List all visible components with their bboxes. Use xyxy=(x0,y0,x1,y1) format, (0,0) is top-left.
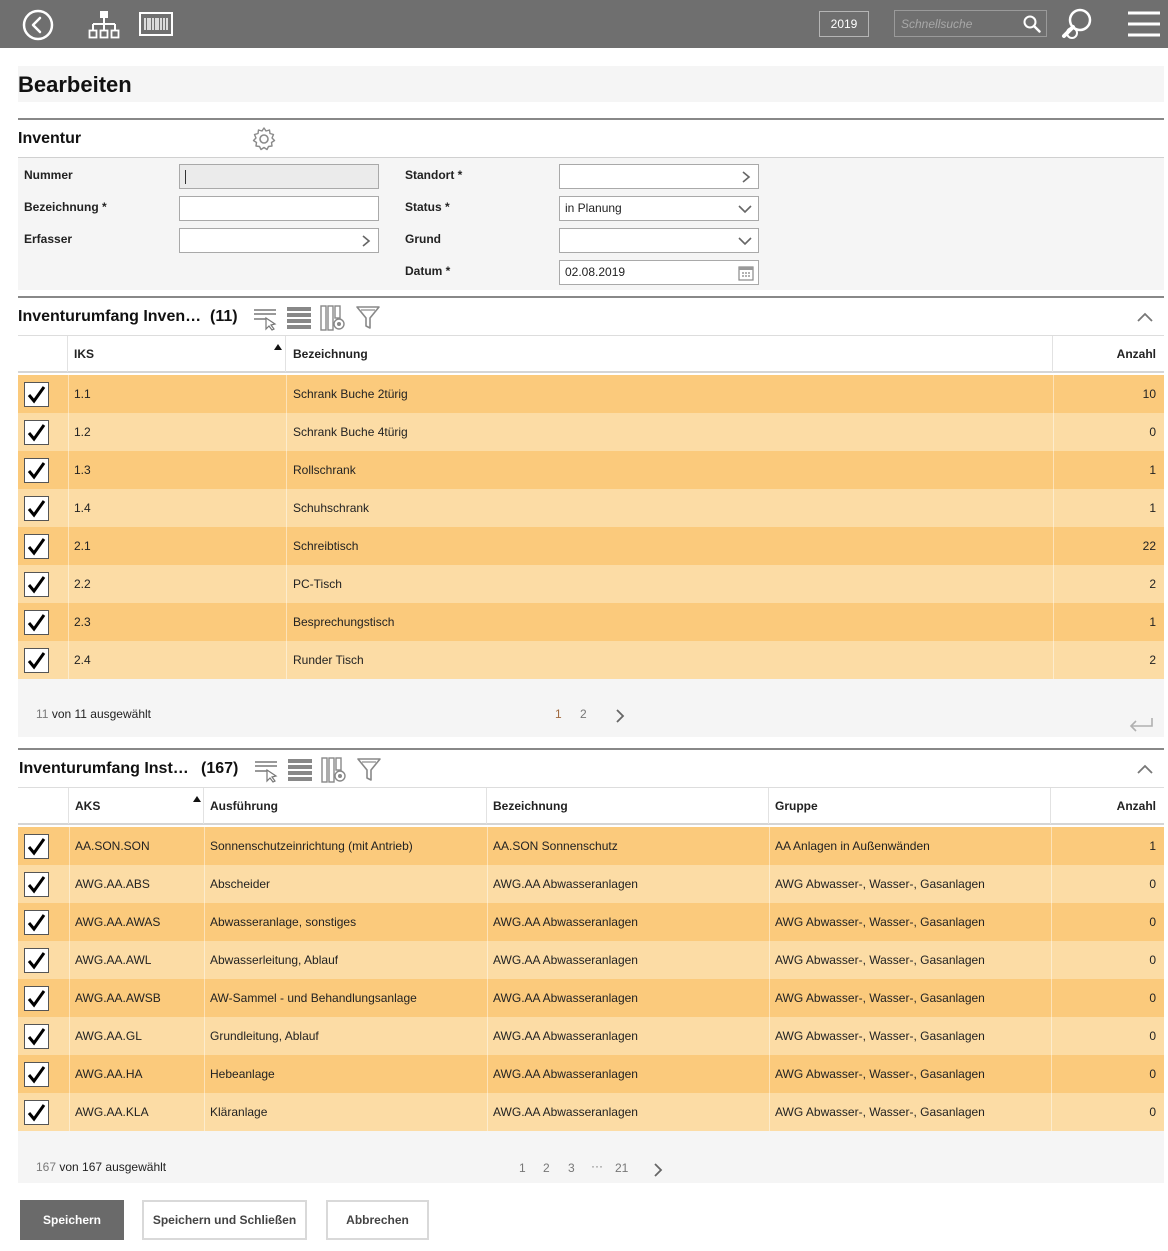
row-checkbox[interactable] xyxy=(24,382,49,407)
cell-bezeichnung: Schrank Buche 4türig xyxy=(293,425,408,439)
checkmark-icon xyxy=(27,951,46,970)
checkmark-icon xyxy=(27,613,46,632)
table-row[interactable] xyxy=(18,903,1164,941)
cell-ausfuehrung: Kläranlage xyxy=(210,1105,268,1119)
cell-aks: AWG.AA.GL xyxy=(75,1029,142,1043)
row-checkbox[interactable] xyxy=(24,534,49,559)
row-checkbox[interactable] xyxy=(24,1024,49,1049)
list-view-icon[interactable] xyxy=(286,305,312,331)
page-link-3[interactable]: 3 xyxy=(568,1161,575,1175)
cell-anzahl: 1 xyxy=(1149,501,1156,515)
table-row[interactable] xyxy=(18,865,1164,903)
datum-field[interactable] xyxy=(559,260,759,285)
next-page-icon[interactable] xyxy=(615,709,625,723)
cell-iks: 1.3 xyxy=(74,463,91,477)
checkmark-icon xyxy=(27,1065,46,1084)
table-row[interactable] xyxy=(18,565,1164,603)
column-header-anzahl[interactable]: Anzahl xyxy=(1116,799,1156,813)
row-checkbox[interactable] xyxy=(24,948,49,973)
cell-iks: 2.3 xyxy=(74,615,91,629)
chevron-down-icon[interactable] xyxy=(738,203,752,215)
row-checkbox[interactable] xyxy=(24,1100,49,1125)
cell-bezeichnung: AWG.AA Abwasseranlagen xyxy=(493,1029,638,1043)
select-column-header[interactable] xyxy=(18,788,69,824)
cell-anzahl: 0 xyxy=(1149,991,1156,1005)
column-header-ausfuehrung[interactable]: Ausführung xyxy=(204,788,487,824)
sort-asc-icon[interactable] xyxy=(274,344,282,350)
advanced-search-icon[interactable] xyxy=(1060,7,1096,41)
search-icon[interactable] xyxy=(1023,15,1041,33)
table1-footer xyxy=(18,679,1164,737)
cell-bezeichnung: AWG.AA Abwasseranlagen xyxy=(493,953,638,967)
calendar-icon[interactable] xyxy=(738,265,754,281)
page-title: Bearbeiten xyxy=(18,72,132,97)
checkmark-icon xyxy=(27,837,46,856)
row-checkbox[interactable] xyxy=(24,458,49,483)
cell-anzahl: 22 xyxy=(1142,539,1156,553)
row-checkbox[interactable] xyxy=(24,420,49,445)
standort-label: Standort * xyxy=(405,168,463,182)
cell-anzahl: 10 xyxy=(1142,387,1156,401)
cell-ausfuehrung: Grundleitung, Ablauf xyxy=(210,1029,319,1043)
checkmark-icon xyxy=(27,1027,46,1046)
checkmark-icon xyxy=(27,423,46,442)
cell-aks: AWG.AA.AWAS xyxy=(75,915,161,929)
table-row[interactable] xyxy=(18,489,1164,527)
table-row[interactable] xyxy=(18,413,1164,451)
cell-gruppe: AWG Abwasser-, Wasser-, Gasanlagen xyxy=(775,877,985,891)
cell-anzahl: 0 xyxy=(1149,915,1156,929)
column-header-bezeichnung[interactable]: Bezeichnung xyxy=(487,788,769,824)
column-header-bezeichnung[interactable]: Bezeichnung xyxy=(286,336,1053,372)
menu-icon[interactable] xyxy=(1127,10,1161,38)
next-page-icon[interactable] xyxy=(653,1163,663,1177)
sort-asc-icon[interactable] xyxy=(193,796,201,802)
table-row[interactable] xyxy=(18,527,1164,565)
table2 xyxy=(18,787,1164,1187)
save-close-button[interactable]: Speichern und Schließen xyxy=(142,1200,307,1240)
column-settings-icon[interactable] xyxy=(321,757,347,783)
checkmark-icon xyxy=(27,875,46,894)
cell-bezeichnung: AWG.AA Abwasseranlagen xyxy=(493,877,638,891)
selection-count xyxy=(36,1160,166,1174)
grund-label: Grund xyxy=(405,232,441,246)
table-row[interactable] xyxy=(18,641,1164,679)
cell-bezeichnung: Besprechungstisch xyxy=(293,615,395,629)
grund-select[interactable] xyxy=(559,228,759,253)
cell-iks: 2.1 xyxy=(74,539,91,553)
list-view-icon[interactable] xyxy=(287,757,313,783)
collapse-icon[interactable] xyxy=(1136,763,1154,775)
cell-aks: AWG.AA.AWSB xyxy=(75,991,161,1005)
cell-gruppe: AWG Abwasser-, Wasser-, Gasanlagen xyxy=(775,1029,985,1043)
table2-title: Inventurumfang Inst… xyxy=(19,760,189,777)
cell-ausfuehrung: Sonnenschutzeinrichtung (mit Antrieb) xyxy=(210,839,413,853)
table-row[interactable] xyxy=(18,941,1164,979)
table2-header xyxy=(18,787,1164,825)
table1-count: (11) xyxy=(210,308,238,325)
row-checkbox[interactable] xyxy=(24,1062,49,1087)
cell-bezeichnung: Runder Tisch xyxy=(293,653,364,667)
selection-count xyxy=(36,707,151,721)
filter-icon[interactable] xyxy=(355,305,381,331)
cell-anzahl: 2 xyxy=(1149,653,1156,667)
select-column-header[interactable] xyxy=(18,336,68,372)
status-label: Status * xyxy=(405,200,450,214)
checkmark-icon xyxy=(27,537,46,556)
status-select[interactable] xyxy=(559,196,759,221)
inventur-form xyxy=(18,157,1164,290)
cell-gruppe: AWG Abwasser-, Wasser-, Gasanlagen xyxy=(775,991,985,1005)
cell-bezeichnung: AA.SON Sonnenschutz xyxy=(493,839,618,853)
cancel-button[interactable]: Abbrechen xyxy=(326,1200,429,1240)
cell-bezeichnung: Rollschrank xyxy=(293,463,356,477)
top-bar xyxy=(0,0,1168,48)
datum-label: Datum * xyxy=(405,264,451,278)
cell-gruppe: AA Anlagen in Außenwänden xyxy=(775,839,930,853)
selected-text: von 11 ausgewählt xyxy=(51,707,151,721)
row-checkbox[interactable] xyxy=(24,572,49,597)
settings-gear-icon[interactable] xyxy=(251,126,277,152)
save-button[interactable]: Speichern xyxy=(20,1200,124,1240)
row-checkbox[interactable] xyxy=(24,648,49,673)
cell-gruppe: AWG Abwasser-, Wasser-, Gasanlagen xyxy=(775,953,985,967)
quick-search-input[interactable] xyxy=(901,15,1021,33)
cell-anzahl: 1 xyxy=(1149,615,1156,629)
cell-ausfuehrung: Abwasseranlage, sonstiges xyxy=(210,915,357,929)
checkmark-icon xyxy=(27,1103,46,1122)
cell-anzahl: 0 xyxy=(1149,425,1156,439)
checkmark-icon xyxy=(27,989,46,1008)
cell-ausfuehrung: AW-Sammel - und Behandlungsanlage xyxy=(210,991,417,1005)
cell-bezeichnung: PC-Tisch xyxy=(293,577,342,591)
nummer-field[interactable] xyxy=(179,164,379,189)
checkmark-icon xyxy=(27,499,46,518)
checkmark-icon xyxy=(27,385,46,404)
cell-anzahl: 1 xyxy=(1149,839,1156,853)
section-divider xyxy=(18,748,1164,750)
row-checkbox[interactable] xyxy=(24,610,49,635)
column-header-anzahl[interactable]: Anzahl xyxy=(1116,347,1156,361)
cell-gruppe: AWG Abwasser-, Wasser-, Gasanlagen xyxy=(775,915,985,929)
table-row[interactable] xyxy=(18,1017,1164,1055)
table-row[interactable] xyxy=(18,451,1164,489)
table1-title: Inventurumfang Inven… xyxy=(18,308,202,325)
text-cursor xyxy=(185,170,186,184)
cell-aks: AWG.AA.ABS xyxy=(75,877,150,891)
cell-ausfuehrung: Abscheider xyxy=(210,877,271,891)
cell-ausfuehrung: Abwasserleitung, Ablauf xyxy=(210,953,339,967)
checkmark-icon xyxy=(27,651,46,670)
quick-search[interactable] xyxy=(894,10,1047,37)
table-row[interactable] xyxy=(18,1093,1164,1131)
column-header-label: IKS xyxy=(74,347,95,361)
cell-iks: 1.4 xyxy=(74,501,91,515)
cell-bezeichnung: AWG.AA Abwasseranlagen xyxy=(493,1067,638,1081)
cell-bezeichnung: Schrank Buche 2türig xyxy=(293,387,408,401)
barcode-icon[interactable] xyxy=(139,12,173,36)
cell-aks: AWG.AA.AWL xyxy=(75,953,152,967)
table1-header xyxy=(18,335,1164,373)
cell-iks: 2.4 xyxy=(74,653,91,667)
page-link-1[interactable]: 1 xyxy=(519,1161,526,1175)
row-checkbox[interactable] xyxy=(24,910,49,935)
select-rows-icon[interactable] xyxy=(253,757,279,783)
cell-aks: AWG.AA.KLA xyxy=(75,1105,149,1119)
hierarchy-icon[interactable] xyxy=(88,10,120,40)
cell-gruppe: AWG Abwasser-, Wasser-, Gasanlagen xyxy=(775,1067,985,1081)
chevron-right-icon[interactable] xyxy=(740,170,752,184)
nummer-label: Nummer xyxy=(24,168,73,182)
inventur-section-title: Inventur xyxy=(18,130,82,147)
row-checkbox[interactable] xyxy=(24,834,49,859)
cell-anzahl: 1 xyxy=(1149,463,1156,477)
checkmark-icon xyxy=(27,461,46,480)
checkmark-icon xyxy=(27,913,46,932)
cell-anzahl: 0 xyxy=(1149,953,1156,967)
chevron-right-icon[interactable] xyxy=(360,234,372,248)
collapse-icon[interactable] xyxy=(1136,311,1154,323)
table1 xyxy=(18,335,1164,735)
column-header-aks[interactable] xyxy=(69,788,204,824)
table-row[interactable] xyxy=(18,979,1164,1017)
table-row[interactable] xyxy=(18,603,1164,641)
erfasser-field[interactable] xyxy=(179,228,379,253)
page-link-2[interactable]: 2 xyxy=(543,1161,550,1175)
table-row[interactable] xyxy=(18,375,1164,413)
erfasser-label: Erfasser xyxy=(24,232,73,246)
filter-icon[interactable] xyxy=(356,757,382,783)
datum-value: 02.08.2019 xyxy=(565,265,626,279)
selected-number: 11 xyxy=(36,707,49,721)
return-icon[interactable] xyxy=(1128,716,1154,734)
year-selector[interactable]: 2019 xyxy=(819,11,869,37)
cell-aks: AWG.AA.HA xyxy=(75,1067,143,1081)
chevron-down-icon[interactable] xyxy=(738,235,752,247)
back-icon[interactable] xyxy=(21,8,55,42)
cell-bezeichnung: AWG.AA Abwasseranlagen xyxy=(493,915,638,929)
cell-iks: 1.1 xyxy=(74,387,91,401)
table2-count: (167) xyxy=(201,760,239,777)
cell-bezeichnung: Schreibtisch xyxy=(293,539,359,553)
cell-iks: 2.2 xyxy=(74,577,91,591)
page-ellipsis: ··· xyxy=(591,1159,603,1173)
cell-anzahl: 0 xyxy=(1149,1029,1156,1043)
cell-anzahl: 0 xyxy=(1149,877,1156,891)
cell-gruppe: AWG Abwasser-, Wasser-, Gasanlagen xyxy=(775,1105,985,1119)
column-header-iks[interactable] xyxy=(68,336,286,372)
selected-text: von 167 ausgewählt xyxy=(59,1160,167,1174)
table-row[interactable] xyxy=(18,1055,1164,1093)
select-rows-icon[interactable] xyxy=(252,305,278,331)
cell-aks: AA.SON.SON xyxy=(75,839,150,853)
column-settings-icon[interactable] xyxy=(320,305,346,331)
section-divider xyxy=(18,296,1164,298)
bezeichnung-label: Bezeichnung * xyxy=(24,200,107,214)
checkmark-icon xyxy=(27,575,46,594)
table2-footer xyxy=(18,1131,1164,1183)
row-checkbox[interactable] xyxy=(24,872,49,897)
page-link-2[interactable]: 2 xyxy=(580,707,587,721)
cell-iks: 1.2 xyxy=(74,425,91,439)
column-header-label: AKS xyxy=(75,799,101,813)
page-link-21[interactable]: 21 xyxy=(615,1161,629,1175)
standort-field[interactable] xyxy=(559,164,759,189)
page-link-1[interactable]: 1 xyxy=(555,707,562,721)
selected-number: 167 xyxy=(36,1160,57,1174)
cell-bezeichnung: Schuhschrank xyxy=(293,501,370,515)
cell-anzahl: 0 xyxy=(1149,1067,1156,1081)
section-divider xyxy=(18,118,1164,120)
cell-anzahl: 2 xyxy=(1149,577,1156,591)
row-checkbox[interactable] xyxy=(24,986,49,1011)
cell-bezeichnung: AWG.AA Abwasseranlagen xyxy=(493,1105,638,1119)
cell-bezeichnung: AWG.AA Abwasseranlagen xyxy=(493,991,638,1005)
bezeichnung-field[interactable] xyxy=(179,196,379,221)
status-value: in Planung xyxy=(565,201,622,215)
column-header-gruppe[interactable]: Gruppe xyxy=(769,788,1051,824)
table-row[interactable] xyxy=(18,827,1164,865)
cell-anzahl: 0 xyxy=(1149,1105,1156,1119)
page-title-bar xyxy=(18,66,1164,102)
row-checkbox[interactable] xyxy=(24,496,49,521)
cell-ausfuehrung: Hebeanlage xyxy=(210,1067,275,1081)
